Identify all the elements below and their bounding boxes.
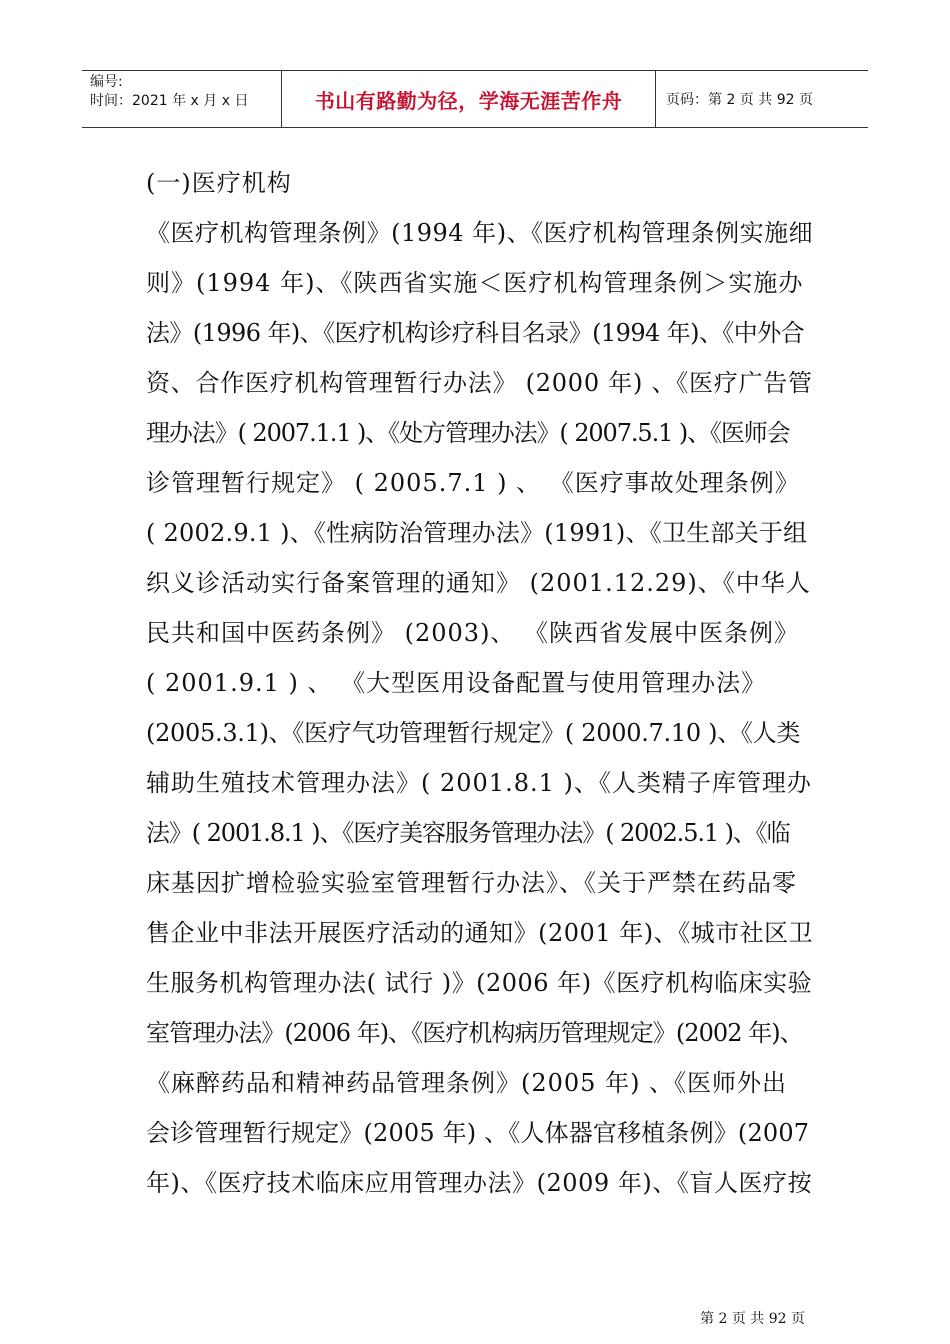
header-motto: 书山有路勤为径，学海无涯苦作舟: [282, 71, 656, 127]
body-line: ( 2001.9.1 ) 、 《大型医用设备配置与使用管理办法》: [146, 669, 767, 697]
body-line: 会诊管理暂行规定》(2005 年) 、《人体器官移植条例》(2007: [146, 1119, 810, 1147]
document-body: [146, 158, 814, 1208]
body-line: 《麻醉药品和精神药品管理条例》(2005 年) 、《医师外出: [146, 1069, 788, 1097]
body-line: 《医疗机构管理条例》(1994 年)、《医疗机构管理条例实施细: [146, 219, 814, 247]
body-line: 室管理办法》(2006 年)、《医疗机构病历管理规定》(2002 年)、: [146, 1019, 803, 1047]
body-line: (2005.3.1)、《医疗气功管理暂行规定》( 2000.7.10 )、《人类: [146, 719, 801, 747]
body-line: 法》( 2001.8.1 )、《医疗美容服务管理办法》( 2002.5.1 )、《临: [146, 819, 790, 847]
body-line: 售企业中非法开展医疗活动的通知》(2001 年)、《城市社区卫: [146, 919, 814, 947]
body-line: 织义诊活动实行备案管理的通知》 (2001.12.29)、《中华人: [146, 569, 811, 597]
body-line: 年)、《医疗技术临床应用管理办法》(2009 年)、《盲人医疗按: [146, 1169, 813, 1197]
header-meta: [82, 71, 282, 127]
body-line: 则》(1994 年)、《陕西省实施＜医疗机构管理条例＞实施办: [146, 269, 804, 297]
body-line: 生服务机构管理办法( 试行 )》(2006 年)《医疗机构临床实验: [146, 969, 813, 997]
header-page-number: 页码：第 2 页 共 92 页: [666, 92, 813, 108]
body-line: ( 2002.9.1 )、《性病防治管理办法》(1991)、《卫生部关于组: [146, 519, 808, 547]
body-line: 理办法》( 2007.1.1 )、《处方管理办法》( 2007.5.1 )、《医师会: [146, 419, 790, 447]
body-line: 资、合作医疗机构管理暂行办法》 (2000 年) 、《医疗广告管: [146, 369, 813, 397]
document-number-label: 编号:: [90, 74, 123, 90]
body-line: 床基因扩增检验实验室管理暂行办法》、《关于严禁在药品零: [146, 869, 797, 897]
body-line: 民共和国中医药条例》 (2003)、 《陕西省发展中医条例》: [146, 619, 800, 647]
body-line: 辅助生殖技术管理办法》( 2001.8.1 )、《人类精子库管理办: [146, 769, 812, 797]
body-line: 诊管理暂行规定》 ( 2005.7.1 ) 、 《医疗事故处理条例》: [146, 469, 800, 497]
page-footer: 第 2 页 共 92 页: [700, 1311, 805, 1327]
body-line: 法》(1996 年)、《医疗机构诊疗科目名录》(1994 年)、《中外合: [146, 319, 805, 347]
page-header: [82, 70, 868, 128]
section-heading: (一)医疗机构: [146, 169, 292, 197]
document-date-label: 时间：2021 年 x 月 x 日: [90, 93, 249, 109]
